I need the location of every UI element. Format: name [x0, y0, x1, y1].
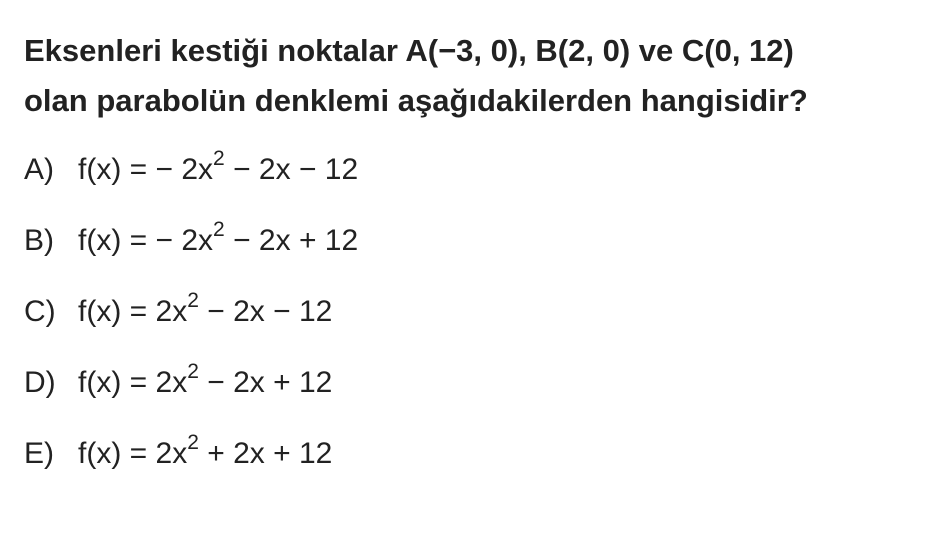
option-b-exponent: 2: [213, 218, 225, 241]
option-a-letter: A): [24, 153, 54, 186]
option-a-exponent: 2: [213, 147, 225, 170]
question-line-1: Eksenleri kestiği noktalar A(−3, 0), B(2, 0) ve C(0, 12): [24, 33, 794, 68]
option-a-expression: [78, 147, 359, 190]
option-b-expr-pre: f(x) = − 2x: [78, 224, 214, 257]
option-e-expr-post: + 2x + 12: [198, 437, 333, 470]
option-e-expression: [78, 431, 333, 474]
option-d-expr-pre: f(x) = 2x: [78, 366, 188, 399]
option-d-letter: D): [24, 366, 56, 399]
option-b-letter: B): [24, 224, 54, 257]
option-e-letter: E): [24, 437, 54, 470]
option-b[interactable]: [24, 218, 924, 292]
option-a-expr-pre: f(x) = − 2x: [78, 153, 214, 186]
option-d-expression: [78, 360, 333, 403]
answer-options: [24, 147, 924, 505]
option-b-expr-post: − 2x + 12: [224, 224, 359, 257]
option-b-expression: [78, 218, 359, 261]
option-a[interactable]: [24, 147, 924, 221]
option-d-exponent: 2: [187, 360, 199, 383]
option-e[interactable]: [24, 431, 924, 505]
option-a-expr-post: − 2x − 12: [224, 153, 359, 186]
option-c-exponent: 2: [187, 289, 199, 312]
question-line-2: olan parabolün denklemi aşağıdakilerden hangisidir?: [24, 83, 808, 118]
option-c-letter: C): [24, 295, 56, 328]
question-text: [24, 26, 924, 126]
option-c-expr-post: − 2x − 12: [198, 295, 333, 328]
option-d-expr-post: − 2x + 12: [198, 366, 333, 399]
option-e-expr-pre: f(x) = 2x: [78, 437, 188, 470]
option-c-expr-pre: f(x) = 2x: [78, 295, 188, 328]
option-c[interactable]: [24, 289, 924, 363]
option-c-expression: [78, 289, 333, 332]
option-e-exponent: 2: [187, 431, 199, 454]
option-d[interactable]: [24, 360, 924, 434]
